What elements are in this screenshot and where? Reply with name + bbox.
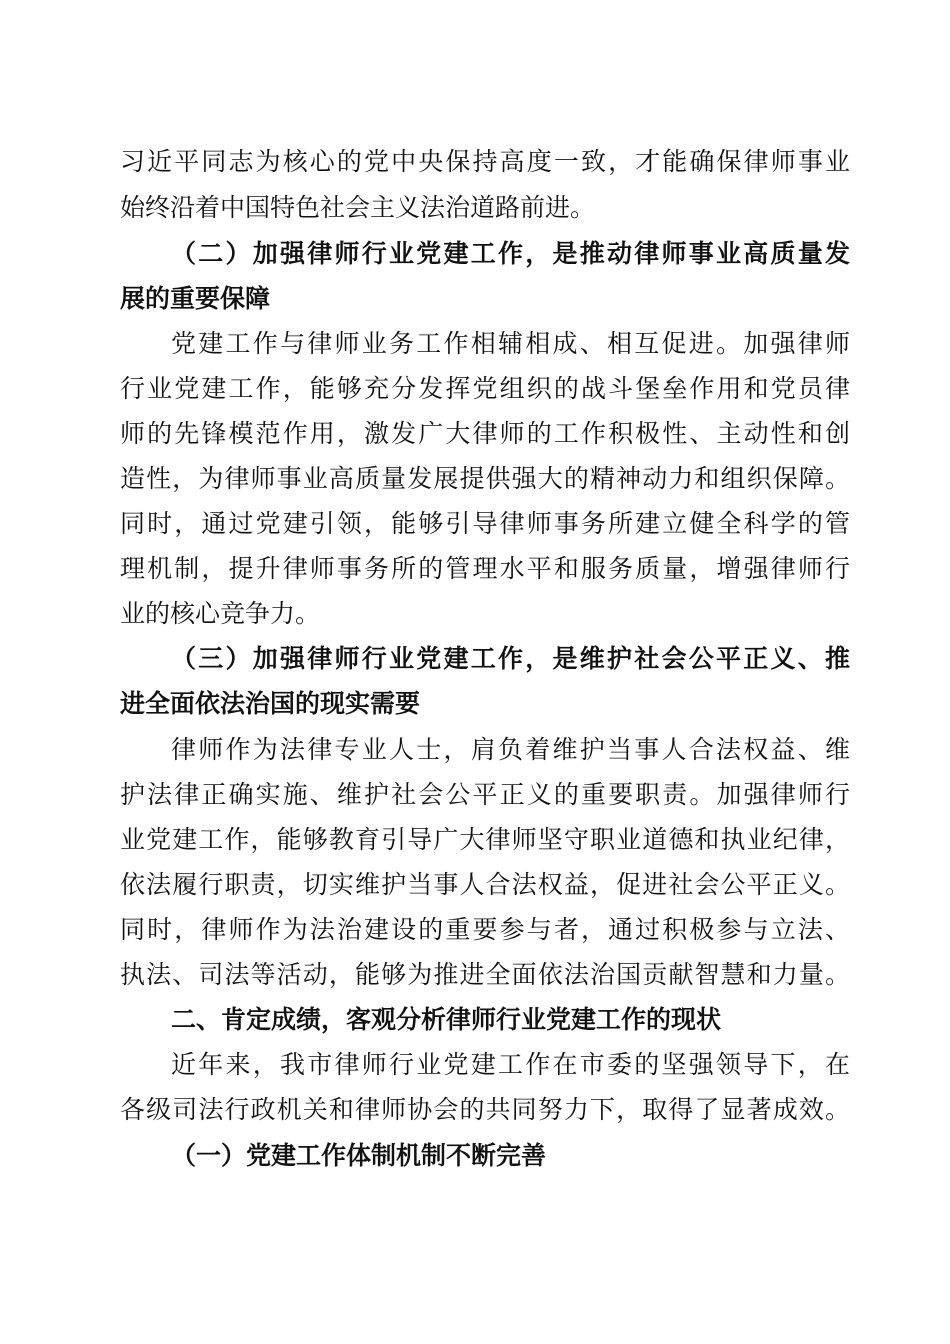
paragraph-line: 始终沿着中国特色社会主义法治道路前进。 [120, 193, 596, 222]
subheading-line: （二）加强律师行业党建工作，是推动律师事业高质量发 [171, 239, 850, 268]
paragraph-line: 同时，律师作为法治建设的重要参与者，通过积极参与立法、 [120, 915, 850, 944]
paragraph-line: 业的核心竞争力。 [120, 599, 321, 628]
paragraph-line: 理机制，提升律师事务所的管理水平和服务质量，增强律师行 [120, 554, 850, 583]
subheading-line: 展的重要保障 [120, 284, 271, 313]
subheading-line: （一）党建工作体制机制不断完善 [171, 1141, 547, 1170]
paragraph-line: 护法律正确实施、维护社会公平正义的重要职责。加强律师行 [120, 780, 850, 809]
subheading-line: 进全面依法治国的现实需要 [120, 689, 421, 718]
paragraph-line: 依法履行职责，切实维护当事人合法权益，促进社会公平正义。 [120, 870, 850, 899]
paragraph-line: 党建工作与律师业务工作相辅相成、相互促进。加强律师 [171, 329, 850, 358]
paragraph-line: 行业党建工作，能够充分发挥党组织的战斗堡垒作用和党员律 [120, 374, 850, 403]
paragraph-line: 律师作为法律专业人士，肩负着维护当事人合法权益、维 [171, 735, 850, 764]
paragraph-line: 师的先锋模范作用，激发广大律师的工作积极性、主动性和创 [120, 419, 850, 448]
paragraph-line: 近年来，我市律师行业党建工作在市委的坚强领导下，在 [171, 1050, 850, 1079]
paragraph-line: 造性，为律师事业高质量发展提供强大的精神动力和组织保障。 [120, 464, 850, 493]
section-heading: 二、肯定成绩，客观分析律师行业党建工作的现状 [171, 1005, 722, 1034]
subheading-line: （三）加强律师行业党建工作，是维护社会公平正义、推 [171, 644, 850, 673]
paragraph-line: 执法、司法等活动，能够为推进全面依法治国贡献智慧和力量。 [120, 960, 850, 989]
paragraph-line: 习近平同志为核心的党中央保持高度一致，才能确保律师事业 [120, 147, 850, 176]
paragraph-line: 同时，通过党建引领，能够引导律师事务所建立健全科学的管 [120, 509, 850, 538]
paragraph-line: 各级司法行政机关和律师协会的共同努力下，取得了显著成效。 [120, 1095, 850, 1124]
paragraph-line: 业党建工作，能够教育引导广大律师坚守职业道德和执业纪律， [120, 825, 850, 854]
